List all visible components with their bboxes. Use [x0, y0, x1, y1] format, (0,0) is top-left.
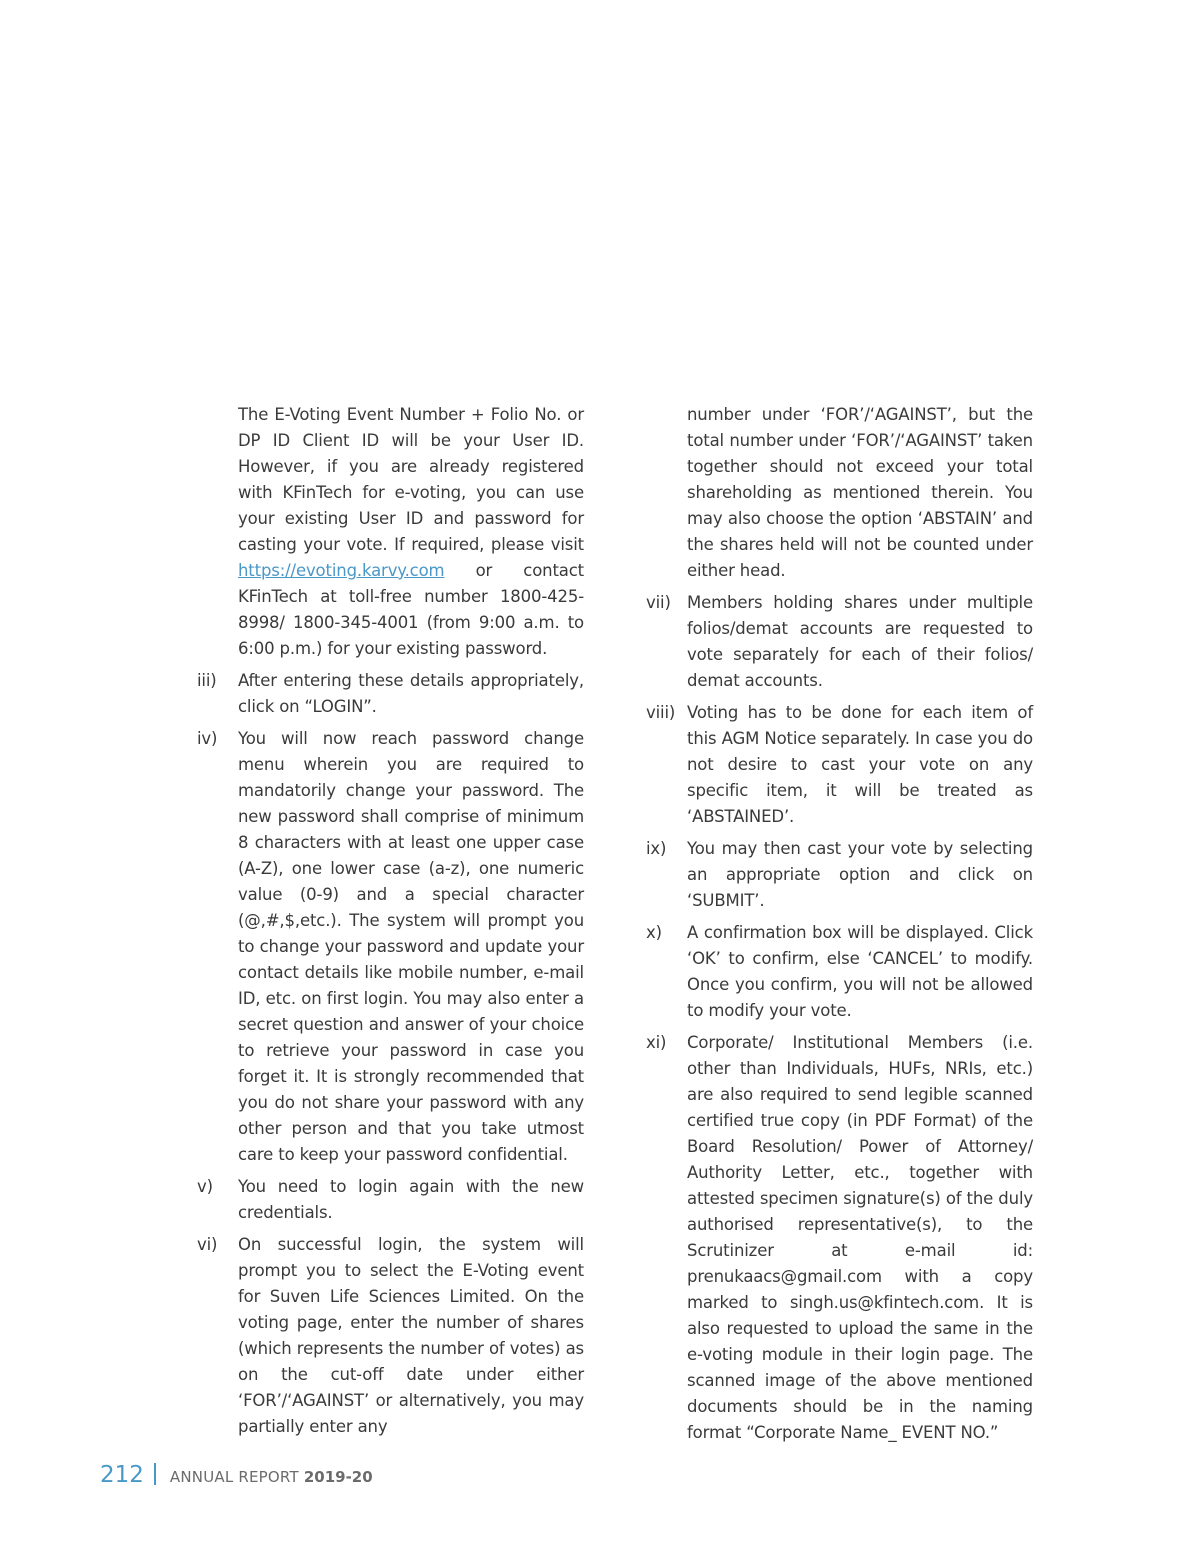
list-item-text: You may then cast your vote by selecting an appropriate option and click on ‘SUBMIT’. — [687, 839, 1033, 910]
report-label: ANNUAL REPORT — [169, 1468, 299, 1486]
list-item — [646, 700, 1033, 830]
right-column — [646, 402, 1033, 1452]
list-item — [646, 920, 1033, 1024]
footer-divider — [154, 1463, 156, 1485]
list-item — [646, 1030, 1033, 1446]
evoting-link[interactable]: https://evoting.karvy.com — [238, 561, 445, 580]
list-item-text: After entering these details appropriately, click on “LOGIN”. — [238, 671, 584, 716]
page-number: 212 — [100, 1462, 144, 1488]
list-item-number: v) — [197, 1177, 213, 1196]
list-item-text: Voting has to be done for each item of this AGM Notice separately. In case you do not desire to cast your vote on any specific item, it will be treated as ‘ABSTAINED’. — [687, 703, 1033, 826]
list-item-number: x) — [646, 923, 662, 942]
list-item — [197, 726, 584, 1168]
list-item-text: On successful login, the system will prompt you to select the E-Voting event for Suven Life Sciences Limited. On the voting page, enter the number of shares (which represents the number of votes) as on the cut-off date under either ‘FOR’/‘AGAINST’ or alternatively, you may partially enter any — [238, 1235, 584, 1436]
list-item-number: ix) — [646, 839, 667, 858]
list-item — [646, 836, 1033, 914]
list-item — [197, 668, 584, 720]
list-item — [646, 590, 1033, 694]
intro-text-before-link: The E-Voting Event Number + Folio No. or DP ID Client ID will be your User ID. However, if you are already registered with KFinTech for e-voting, you can use your existing User ID and password for casting your vote. If required, please visit — [238, 405, 584, 554]
report-year: 2019-20 — [303, 1468, 373, 1486]
list-item-text: A confirmation box will be displayed. Click ‘OK’ to confirm, else ‘CANCEL’ to modify. Once you confirm, you will not be allowed to modify your vote. — [687, 923, 1033, 1020]
list-item-number: viii) — [646, 703, 676, 722]
page-footer — [100, 1460, 373, 1488]
list-item-number: xi) — [646, 1033, 667, 1052]
intro-text-after-link: or contact KFinTech at toll-free number 1800-425-8998/ 1800-345-4001 (from 9:00 a.m. to 6:00 p.m.) for your existing password. — [238, 561, 584, 658]
list-item-number: iv) — [197, 729, 218, 748]
list-item-number: vi) — [197, 1235, 218, 1254]
list-item-number: vii) — [646, 593, 671, 612]
list-item-text: Members holding shares under multiple folios/demat accounts are requested to vote separately for each of their folios/ demat accounts. — [687, 593, 1033, 690]
intro-paragraph — [238, 402, 584, 662]
list-item-text: You will now reach password change menu wherein you are required to mandatorily change your password. The new password shall comprise of minimum 8 characters with at least one upper case (A-Z), one lower case (a-z), one numeric value (0-9) and a special character (@,#,$,etc.). The system will prompt you to change your password and update your contact details like mobile number, e-mail ID, etc. on first login. You may also enter a secret question and answer of your choice to retrieve your password in case you forget it. It is strongly recommended that you do not share your password with any other person and that you take utmost care to keep your password confidential. — [238, 729, 584, 1164]
list-item-text: Corporate/ Institutional Members (i.e. other than Individuals, HUFs, NRIs, etc.) are also required to send legible scanned certified true copy (in PDF Format) of the Board Resolution/ Power of Attorney/ Authority Letter, etc., together with attested specimen signature(s) of the duly authorised representative(s), to the Scrutinizer at e-mail id: prenukaacs@gmail.com with a copy marked to singh.us@kfintech.com. It is also requested to upload the same in the e-voting module in their login page. The scanned image of the above mentioned documents should be in the naming format “Corporate Name_ EVENT NO.” — [687, 1033, 1033, 1442]
list-item-number: iii) — [197, 671, 217, 690]
list-item-text: You need to login again with the new credentials. — [238, 1177, 584, 1222]
continuation-paragraph: number under ‘FOR’/‘AGAINST’, but the total number under ‘FOR’/‘AGAINST’ taken together should not exceed your total shareholding as mentioned therein. You may also choose the option ‘ABSTAIN’ and the shares held will not be counted under either head. — [687, 405, 1033, 580]
list-item — [197, 1174, 584, 1226]
list-item — [197, 1232, 584, 1440]
left-column — [197, 402, 584, 1446]
